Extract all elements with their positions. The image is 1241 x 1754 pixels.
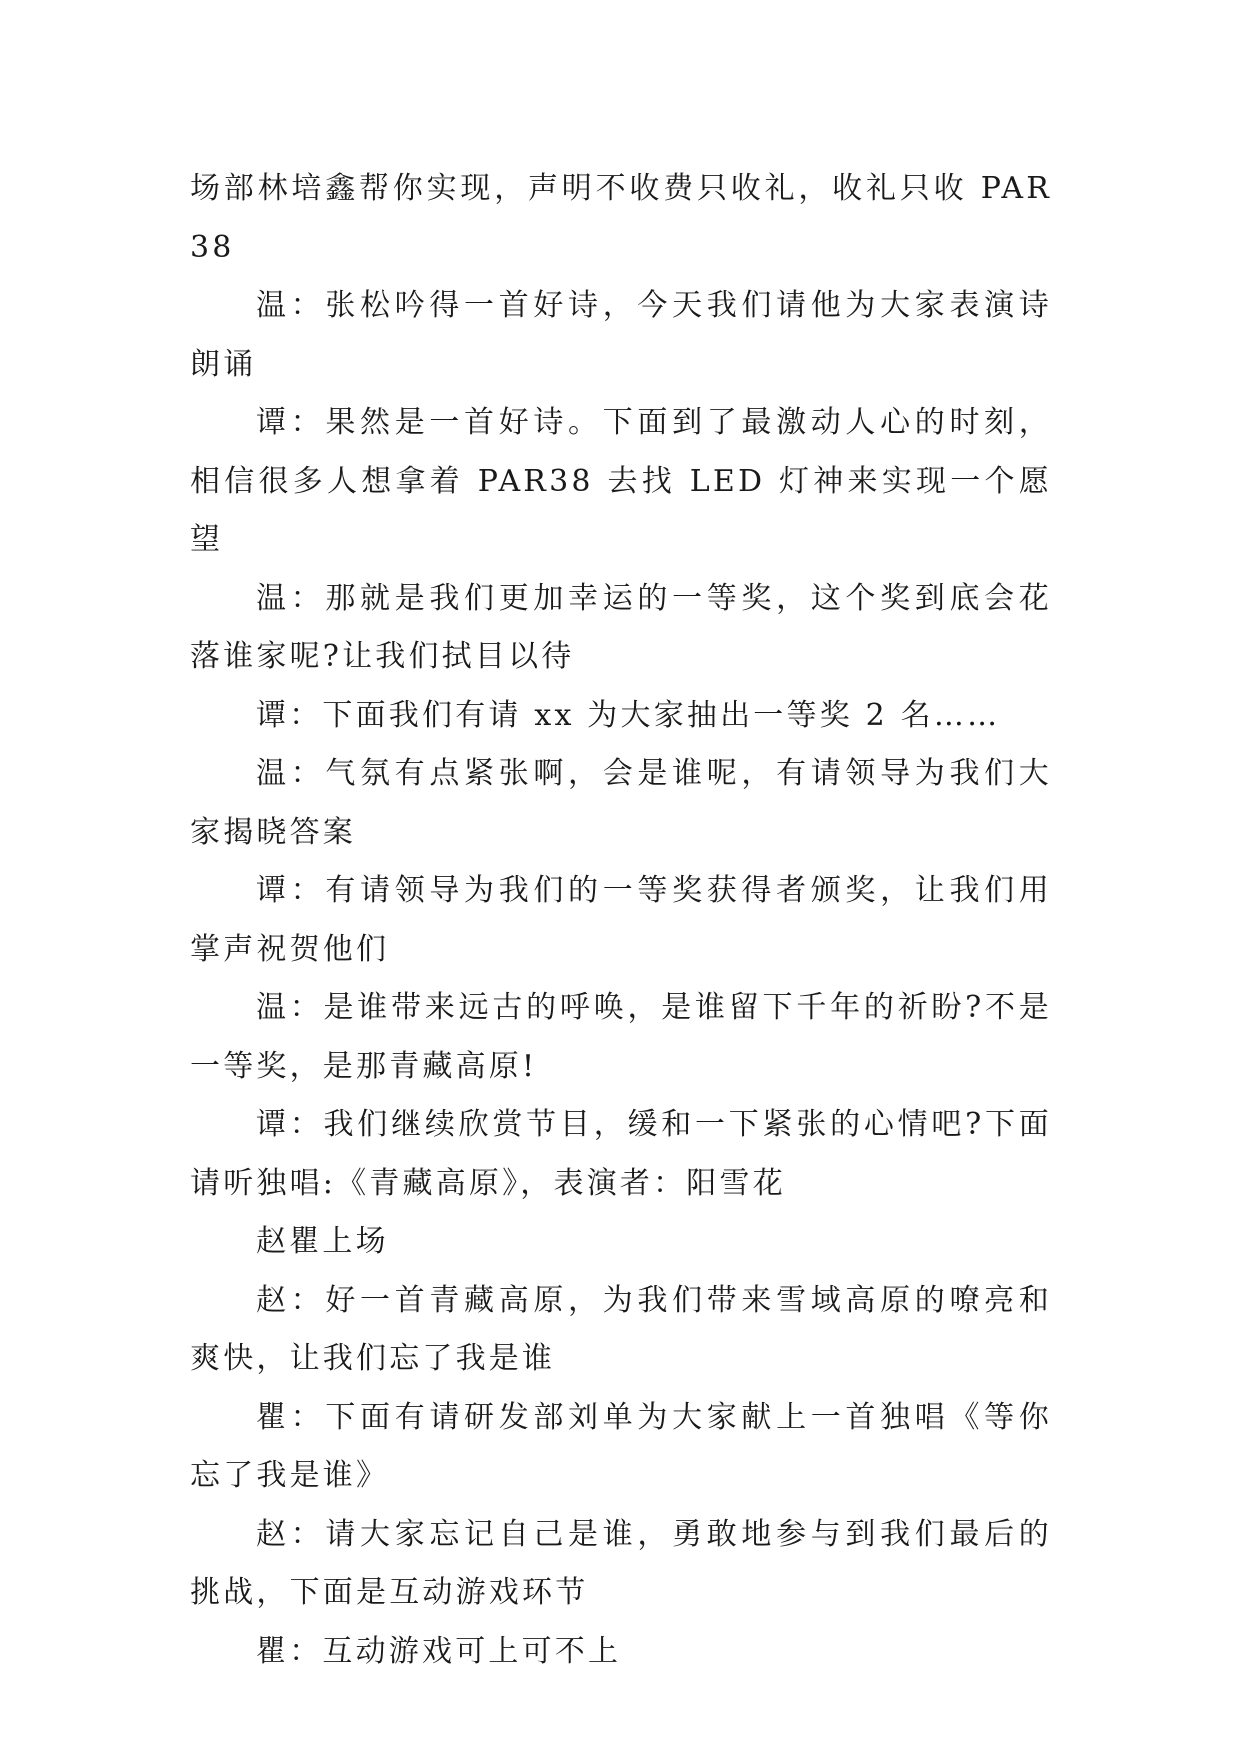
paragraph-2: 温：张松吟得一首好诗，今天我们请他为大家表演诗朗诵: [190, 288, 1052, 382]
paragraph-12: 瞿：下面有请研发部刘单为大家献上一首独唱《等你忘了我是谁》: [190, 1399, 1052, 1493]
paragraph-5: 谭：下面我们有请 xx 为大家抽出一等奖 2 名……: [256, 697, 1001, 733]
paragraph-13: 赵：请大家忘记自己是谁，勇敢地参与到我们最后的挑战，下面是互动游戏环节: [190, 1516, 1052, 1610]
paragraph-7: 谭：有请领导为我们的一等奖获得者颁奖，让我们用掌声祝贺他们: [190, 873, 1052, 967]
document-body: [190, 160, 1052, 1681]
paragraph-10: 赵瞿上场: [256, 1224, 389, 1259]
paragraph-3: 谭：果然是一首好诗。下面到了最激动人心的时刻，相信很多人想拿着 PAR38 去找 LED 灯神来实现一个愿望: [190, 405, 1052, 557]
paragraph-8: 温：是谁带来远古的呼唤，是谁留下千年的祈盼?不是一等奖，是那青藏高原!: [190, 990, 1052, 1084]
paragraph-14: 瞿：互动游戏可上可不上: [256, 1633, 622, 1669]
paragraph-1: 场部林培鑫帮你实现，声明不收费只收礼，收礼只收 PAR38: [190, 171, 1052, 265]
paragraph-9: 谭：我们继续欣赏节目，缓和一下紧张的心情吧?下面请听独唱:《青藏高原》，表演者：阳雪花: [190, 1107, 1052, 1201]
paragraph-6: 温：气氛有点紧张啊，会是谁呢，有请领导为我们大家揭晓答案: [190, 756, 1052, 850]
paragraph-4: 温：那就是我们更加幸运的一等奖，这个奖到底会花落谁家呢?让我们拭目以待: [190, 580, 1052, 674]
paragraph-11: 赵：好一首青藏高原，为我们带来雪域高原的嘹亮和爽快，让我们忘了我是谁: [190, 1282, 1052, 1376]
